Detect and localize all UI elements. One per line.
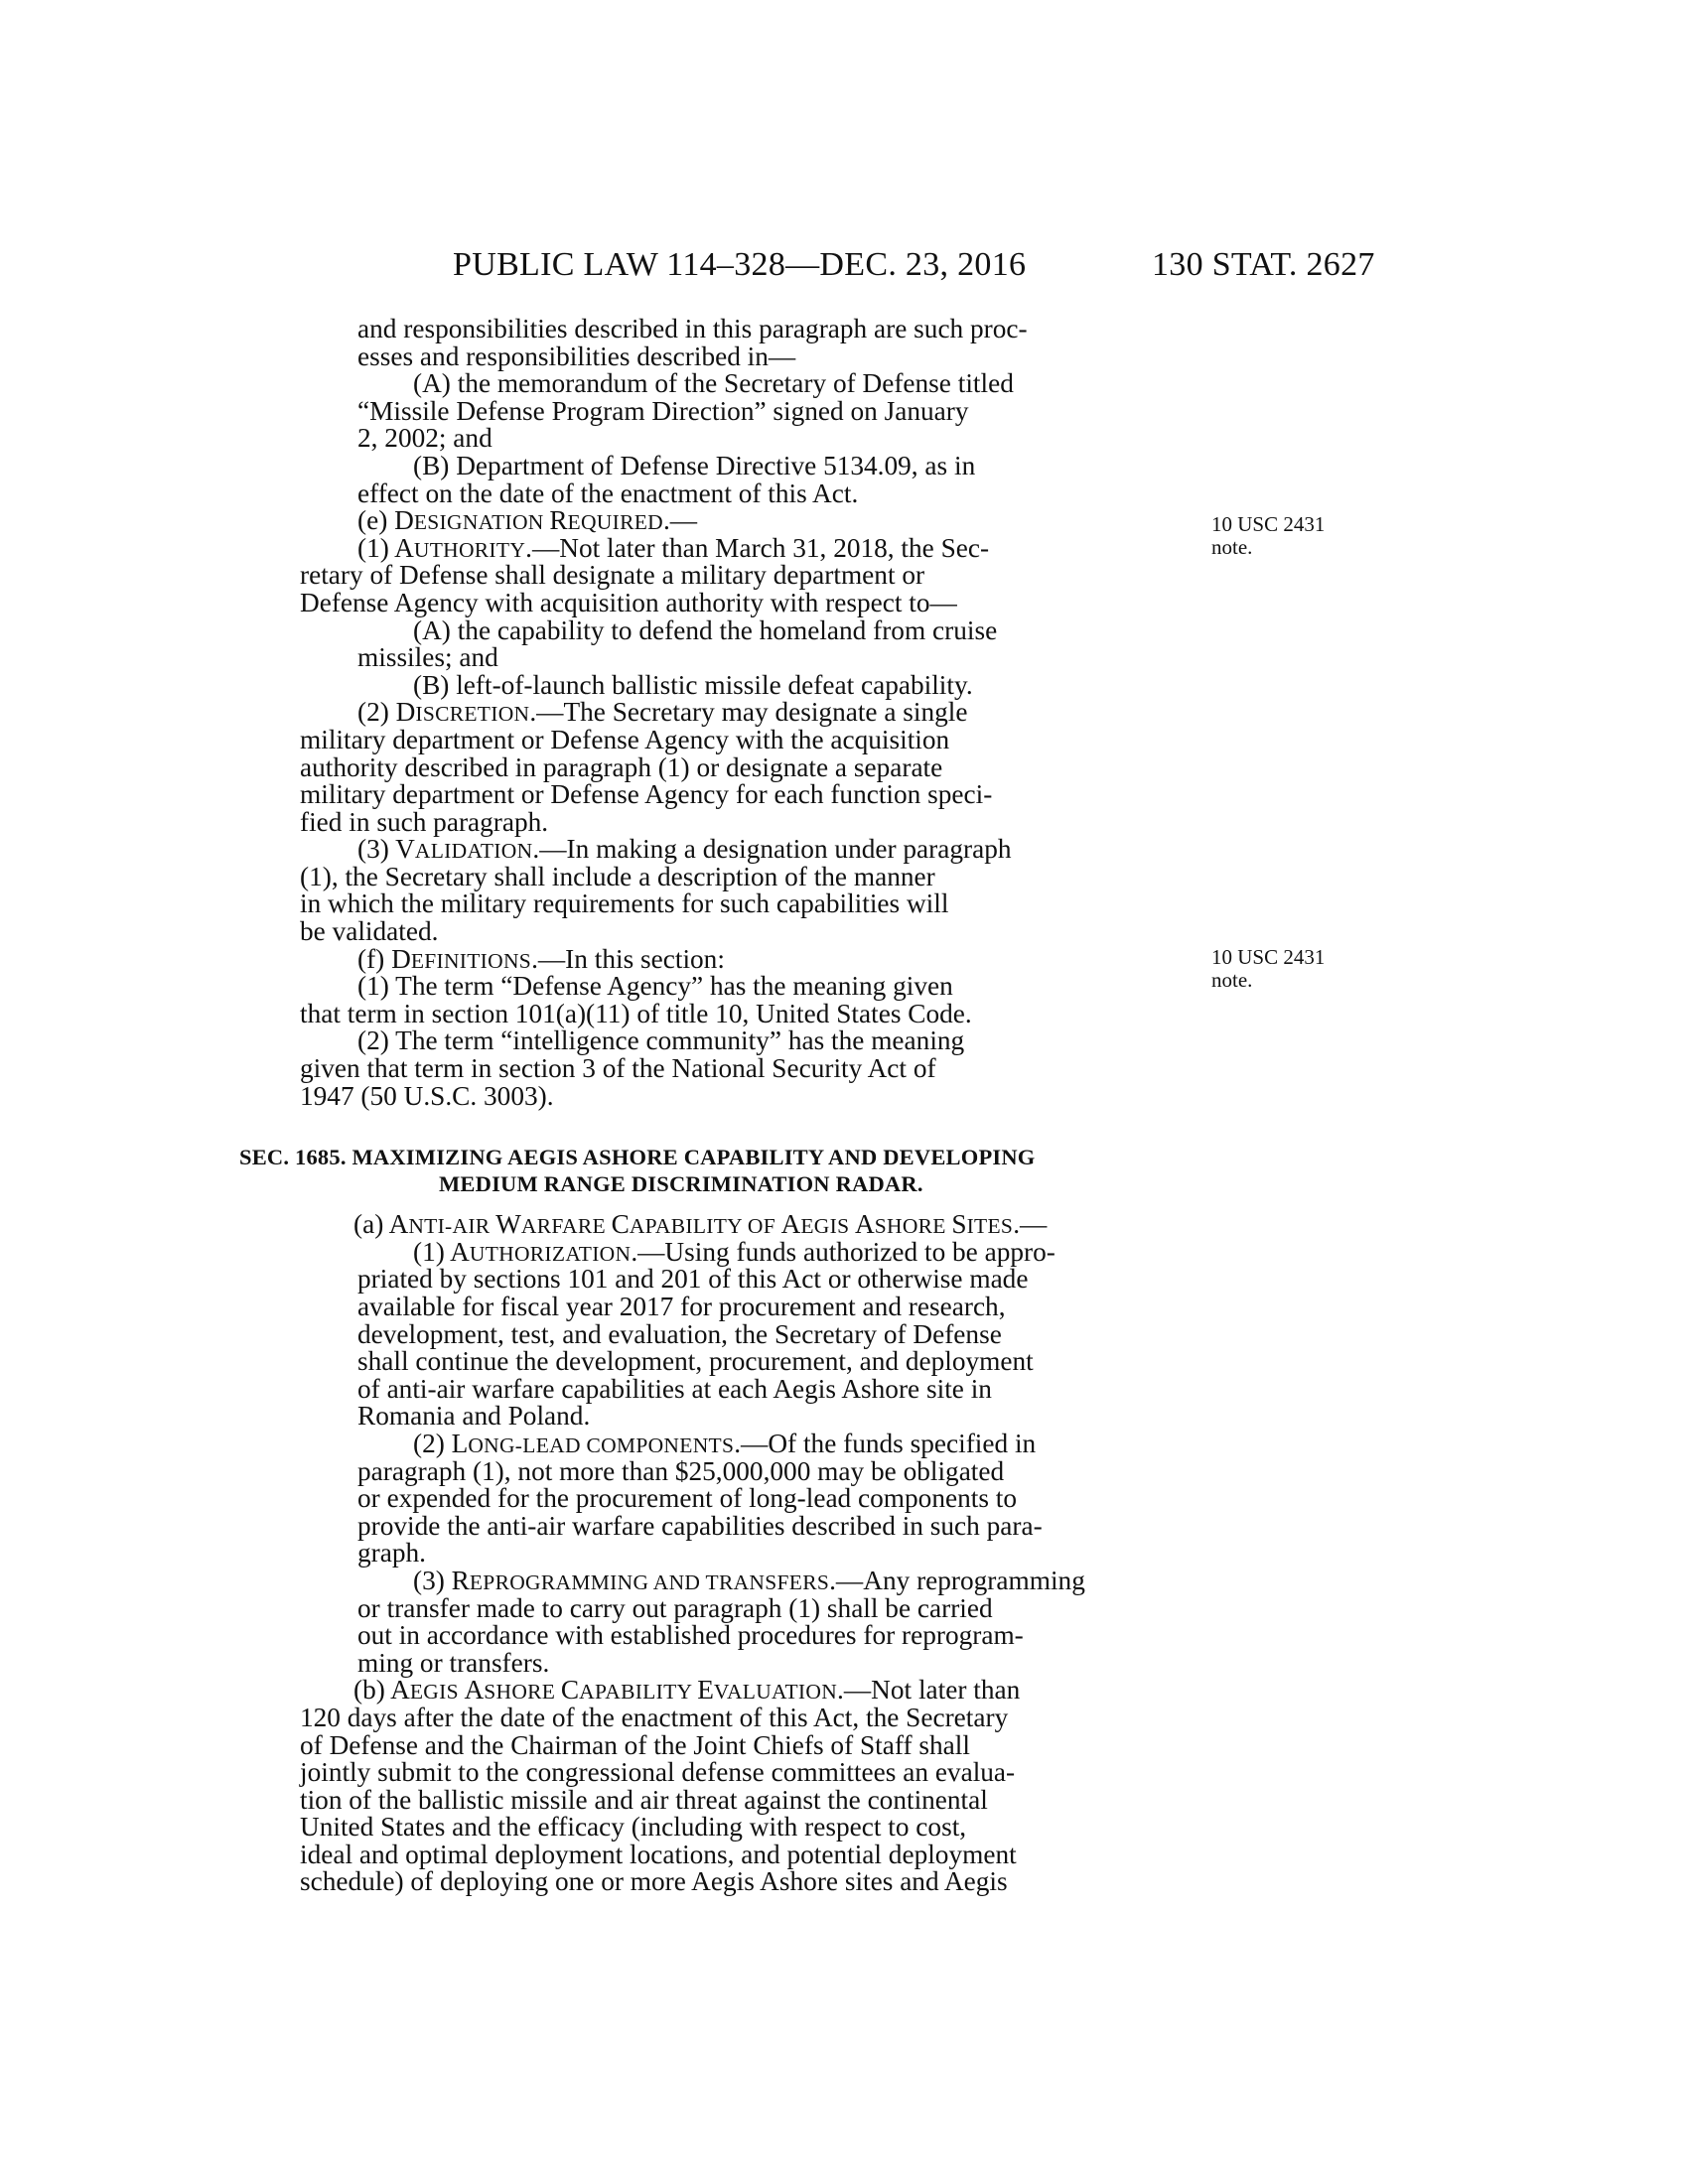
text-line: schedule) of deploying one or more Aegis Ashore sites and Aegis [300,1866,1008,1897]
running-header-page-number: 130 STAT. 2627 [1152,246,1375,283]
section-heading [239,1144,1182,1197]
text-line: of anti-air warfare capabilities at each Aegis Ashore site in [357,1373,992,1404]
text-line: Romania and Poland. [357,1401,591,1432]
text-line: tion of the ballistic missile and air threat against the continental [300,1784,988,1815]
text-line: missiles; and [357,642,498,673]
text-line: “Missile Defense Program Direction” signed on January [357,395,969,426]
text-line: development, test, and evaluation, the Secretary of Defense [357,1318,1002,1349]
text-line: retary of Defense shall designate a military department or [300,560,925,591]
margin-note-citation [1211,513,1325,559]
text-line: effect on the date of the enactment of this Act. [357,478,859,508]
text-line: (1) The term “Defense Agency” has the meaning given [357,971,953,1002]
text-line: paragraph (1), not more than $25,000,000 may be obligated [357,1455,1005,1486]
text-line: available for fiscal year 2017 for procurement and research, [357,1292,1006,1321]
text-line: 120 days after the date of the enactment of this Act, the Secretary [300,1702,1009,1732]
text-line: (B) Department of Defense Directive 5134.09, as in [413,450,976,480]
text-line: ming or transfers. [357,1647,550,1678]
text-line: 2, 2002; and [357,423,492,454]
text-line: (3) VALIDATION.—In making a designation under paragraph [357,834,1012,865]
text-line: Defense Agency with acquisition authority with respect to— [300,587,957,617]
text-line: jointly submit to the congressional defense committees an evalua- [300,1757,1016,1788]
text-line: (1) AUTHORITY.—Not later than March 31, 2018, the Sec- [357,532,990,563]
margin-note-citation [1211,946,1325,992]
section-heading-line: MEDIUM RANGE DISCRIMINATION RADAR. [439,1171,923,1197]
section-heading-line: SEC. 1685. MAXIMIZING AEGIS ASHORE CAPABILITY AND DEVELOPING [239,1145,1036,1170]
text-line: (1) AUTHORIZATION.—Using funds authorized to be appro- [413,1236,1055,1267]
subsection-heading: (e) DESIGNATION REQUIRED.— [357,505,698,536]
subsection-heading: (b) AEGIS ASHORE CAPABILITY EVALUATION.—Not later than [353,1675,1021,1706]
subsection-heading: (f) DEFINITIONS.—In this section: [357,943,725,974]
text-line: military department or Defense Agency with the acquisition [300,724,950,754]
text-line: be validated. [300,916,439,947]
text-line: that term in section 101(a)(11) of title 10, United States Code. [300,998,972,1028]
text-line: military department or Defense Agency for each function speci- [300,779,993,810]
text-line: out in accordance with established procedures for reprogram- [357,1620,1024,1651]
text-line: of Defense and the Chairman of the Joint Chiefs of Staff shall [300,1729,970,1760]
text-line: authority described in paragraph (1) or designate a separate [300,751,943,782]
text-line: ideal and optimal deployment locations, and potential deployment [300,1839,1017,1869]
text-line: (2) The term “intelligence community” has the meaning [357,1025,965,1056]
text-line: (2) DISCRETION.—The Secretary may designate a single [357,697,968,728]
text-line: esses and responsibilities described in— [357,341,796,371]
document-body [239,314,1182,1897]
text-line: 1947 (50 U.S.C. 3003). [300,1080,554,1111]
text-line: (2) LONG-LEAD COMPONENTS.—Of the funds specified in [413,1428,1037,1458]
text-line: and responsibilities described in this paragraph are such proc- [357,314,1028,343]
margin-note-line: note. [1211,968,1253,992]
margin-note-line: 10 USC 2431 [1211,512,1326,536]
margin-note-line: note. [1211,535,1253,559]
text-line: (A) the memorandum of the Secretary of Defense titled [413,368,1014,399]
text-line: (3) REPROGRAMMING AND TRANSFERS.—Any reprogramming [413,1565,1085,1595]
text-line: (1), the Secretary shall include a description of the manner [300,861,935,891]
text-line: in which the military requirements for such capabilities will [300,888,949,919]
running-header-title: PUBLIC LAW 114–328—DEC. 23, 2016 [453,246,1027,283]
text-line: (A) the capability to defend the homeland from cruise [413,614,998,645]
text-line: provide the anti-air warfare capabilities described in such para- [357,1510,1043,1541]
text-line: or transfer made to carry out paragraph (1) shall be carried [357,1592,993,1623]
text-line: graph. [357,1538,426,1569]
subsection-heading: (a) ANTI-AIR WARFARE CAPABILITY OF AEGIS ASHORE SITES.— [353,1209,1048,1240]
text-line: priated by sections 101 and 201 of this Act or otherwise made [357,1264,1029,1295]
text-line: given that term in section 3 of the National Security Act of [300,1053,936,1084]
text-line: (B) left-of-launch ballistic missile defeat capability. [413,669,973,700]
text-line: United States and the efficacy (including with respect to cost, [300,1812,967,1843]
margin-note-line: 10 USC 2431 [1211,945,1326,969]
text-line: shall continue the development, procurement, and deployment [357,1346,1034,1377]
text-line: or expended for the procurement of long-lead components to [357,1483,1018,1514]
text-line: fied in such paragraph. [300,806,549,837]
